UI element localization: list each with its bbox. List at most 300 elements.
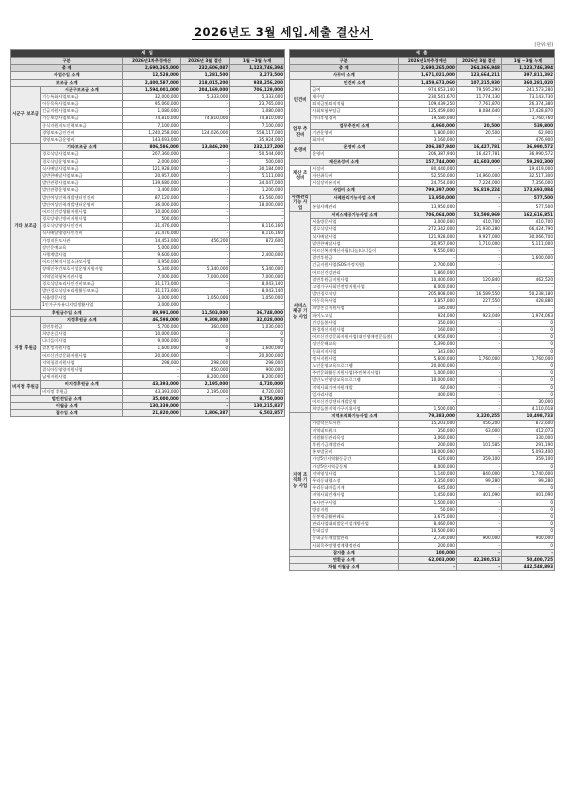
- row-value: 5,111,000: [230, 173, 285, 180]
- table-row: [290, 248, 555, 255]
- row-value: 3,857,000: [398, 298, 456, 305]
- row-label: 총 계: [11, 65, 123, 72]
- row-value: 0: [180, 338, 229, 345]
- row-group: 서비스 제공 기능 사업: [290, 212, 311, 413]
- row-label: 기능특화사업보조금: [41, 93, 123, 100]
- row-value: 1,050,000: [180, 295, 229, 302]
- row-value: 1,123,746,394: [230, 65, 285, 72]
- row-label: 차월 이월금 소계: [290, 564, 399, 571]
- row-value: 10,000,000: [123, 331, 181, 338]
- row-label: 시행계발사업: [41, 252, 123, 259]
- table-row: [11, 331, 285, 338]
- row-label: 결연후원금지원사업: [311, 276, 398, 283]
- table-row: [11, 288, 285, 295]
- row-value: 8,043,140: [230, 280, 285, 287]
- row-value: 10,500,000: [398, 528, 456, 535]
- row-group: 지역 조직화 기능 사업: [290, 413, 311, 550]
- table-row: [290, 370, 555, 377]
- row-value: 0: [501, 499, 554, 506]
- table-row: [11, 158, 285, 165]
- row-value: 100,000: [398, 549, 456, 556]
- row-value: 500,000: [123, 216, 181, 223]
- row-label: 기타후생경비: [311, 115, 398, 122]
- row-value: -: [456, 549, 501, 556]
- table-row: [11, 201, 285, 208]
- table-row: [290, 165, 555, 172]
- row-value: 99,280: [456, 478, 501, 485]
- row-value: 14,453,000: [123, 237, 181, 244]
- table-row: [290, 312, 555, 319]
- row-value: 31,476,000: [123, 223, 181, 230]
- row-value: 60,000: [398, 384, 456, 391]
- row-value: 125,459,000: [398, 108, 456, 115]
- row-label: 주민문화활동지원사업(주민복지사업): [311, 370, 398, 377]
- row-value: 241,573,280: [501, 86, 554, 93]
- row-value: 200,000: [398, 442, 456, 449]
- row-value: 456,200: [456, 420, 501, 427]
- row-value: 8,200,000: [180, 374, 229, 381]
- table-row: [290, 108, 555, 115]
- row-value: 0: [180, 345, 229, 352]
- row-value: 185,000: [398, 305, 456, 312]
- row-value: 5,333,000: [180, 93, 229, 100]
- row-label: 지원활동관리육성: [311, 434, 398, 441]
- row-label: 급여: [311, 86, 398, 93]
- row-value: 0: [230, 331, 285, 338]
- row-value: 21,930,280: [456, 226, 501, 233]
- row-value: -: [456, 262, 501, 269]
- row-value: 706,064,000: [398, 212, 456, 219]
- table-row: [290, 355, 555, 362]
- row-value: 450,000: [180, 367, 229, 374]
- row-value: 2,400,000: [230, 252, 285, 259]
- table-row: [290, 413, 555, 420]
- row-value: 2,700,000: [398, 262, 456, 269]
- row-value: 272,342,000: [398, 226, 456, 233]
- table-row: [290, 377, 555, 384]
- row-value: 32,000,000: [123, 93, 181, 100]
- row-value: 0: [501, 384, 554, 391]
- row-value: 74,810,000: [123, 115, 181, 122]
- row-value: 21,820,000: [123, 410, 181, 417]
- table-row: [11, 338, 285, 345]
- row-value: 20,957,000: [123, 173, 181, 180]
- row-value: 2,000,000: [123, 158, 181, 165]
- row-label: 밑반찬배달사업보조금: [41, 173, 123, 180]
- row-label: 보조금 소계: [11, 79, 123, 86]
- row-value: -: [456, 521, 501, 528]
- table-row: [11, 137, 285, 144]
- row-label: 어르신건강문화지원사업(대인생애전문돌봄): [311, 334, 398, 341]
- row-value: 8,043,140: [230, 288, 285, 295]
- row-label: 지정후원금 소계: [41, 316, 123, 323]
- column-header: 1월 ~3월 누계: [501, 58, 554, 65]
- row-value: 0: [501, 377, 554, 384]
- row-value: 442,548,893: [501, 564, 554, 571]
- row-value: 4,960,000: [398, 122, 456, 129]
- table-row: [290, 269, 555, 276]
- row-value: 558,117,000: [230, 129, 285, 136]
- row-value: 32,517,300: [501, 173, 554, 180]
- row-value: 79,383,000: [398, 413, 456, 420]
- expense-section-header: [290, 50, 555, 58]
- row-value: 43,560,000: [230, 194, 285, 201]
- table-row: [290, 65, 555, 72]
- row-value: -: [456, 348, 501, 355]
- row-label: 결연후원금: [41, 323, 123, 330]
- income-table-container: [10, 49, 285, 417]
- column-header: 구분: [11, 58, 123, 65]
- row-label: 지역조직화기능사업 소계: [311, 413, 398, 420]
- row-value: -: [180, 158, 229, 165]
- row-value: 6,502,857: [230, 410, 285, 417]
- table-row: [290, 384, 555, 391]
- row-value: 401,090: [501, 492, 554, 499]
- row-value: 41,603,000: [456, 158, 501, 165]
- row-value: -: [456, 115, 501, 122]
- row-label: 지역사회기여자원개발: [311, 384, 398, 391]
- row-value: 13,846,200: [180, 144, 229, 151]
- table-row: [11, 244, 285, 251]
- row-value: 79,595,290: [456, 86, 501, 93]
- row-value: 2,690,265,000: [398, 65, 456, 72]
- row-value: 1,710,000: [456, 240, 501, 247]
- row-value: 20,957,000: [398, 240, 456, 247]
- table-row: [290, 319, 555, 326]
- row-label: 서비스제공기능사업 소계: [311, 212, 398, 219]
- table-row: [290, 173, 555, 180]
- table-row: [11, 316, 285, 323]
- row-label: 희망돌봄지역가구키위사업: [311, 406, 398, 413]
- row-value: 31,476,000: [123, 230, 181, 237]
- row-group: 업무 추진비: [290, 122, 311, 144]
- row-label: 잡수입 소계: [11, 410, 123, 417]
- row-value: 0: [501, 327, 554, 334]
- row-value: 16,427,781: [456, 144, 501, 151]
- row-value: 8,200,000: [230, 374, 285, 381]
- row-value: 50,238,180: [501, 291, 554, 298]
- unit-label: [단위:원]: [534, 43, 553, 48]
- row-value: 2,400,587,000: [123, 79, 181, 86]
- table-row: [11, 345, 285, 352]
- row-value: 109,439,250: [398, 101, 456, 108]
- row-value: 218,015,200: [180, 79, 229, 86]
- row-value: -: [501, 248, 554, 255]
- row-label: 가람작은도서관: [311, 420, 398, 427]
- table-row: [11, 230, 285, 237]
- row-value: 73,143,730: [501, 93, 554, 100]
- row-label: 재산조성비 소계: [290, 158, 399, 165]
- table-row: [11, 295, 285, 302]
- row-label: 경영보조금인건비: [41, 129, 123, 136]
- row-label: 발안여성인력개발센터운영비: [41, 201, 123, 208]
- row-label: 중식지원지도인력보조금: [41, 122, 123, 129]
- table-row: [290, 233, 555, 240]
- row-value: 7,000,000: [230, 273, 285, 280]
- row-label: 동네공동개발발관리: [311, 535, 398, 542]
- row-label: 밑반찬배달사업: [311, 240, 398, 247]
- table-row: [290, 151, 555, 158]
- row-value: 204,169,000: [180, 86, 229, 93]
- row-value: 456,200: [180, 237, 229, 244]
- table-row: [290, 521, 555, 528]
- row-label: 정서지원사업: [311, 355, 398, 362]
- row-value: -: [456, 363, 501, 370]
- row-value: 1,140,000: [398, 470, 456, 477]
- row-label: 서울방문사업: [41, 295, 123, 302]
- row-value: -: [180, 194, 229, 201]
- row-value: 10,000,000: [398, 377, 456, 384]
- row-value: -: [180, 187, 229, 194]
- row-label: 기관운영비: [311, 129, 398, 136]
- row-group: 기타 보조금: [11, 144, 41, 309]
- row-label: 경로식당사업보조금: [41, 151, 123, 158]
- row-value: 3,060,000: [398, 434, 456, 441]
- row-value: 350,000: [398, 319, 456, 326]
- table-row: [290, 348, 555, 355]
- row-label: 후원금수입 소계: [11, 309, 123, 316]
- table-row: [290, 122, 555, 129]
- row-value: 360,000: [180, 323, 229, 330]
- row-value: 19,419,000: [501, 165, 554, 172]
- table-row: [290, 513, 555, 520]
- row-value: 298,000: [123, 359, 181, 366]
- row-value: 3,273,500: [230, 72, 285, 79]
- row-value: -: [501, 262, 554, 269]
- table-row: [290, 449, 555, 456]
- row-value: 162,616,851: [501, 212, 554, 219]
- table-row: [290, 101, 555, 108]
- row-value: 62,003,000: [398, 557, 456, 564]
- row-label: 납세지원사업: [41, 374, 123, 381]
- row-value: 397,811,392: [501, 72, 554, 79]
- row-value: 4,950,000: [123, 259, 181, 266]
- column-header: 2026년 3월 결산: [456, 58, 501, 65]
- row-label: 경로식당영양사인건비: [41, 223, 123, 230]
- row-value: 8,084,640: [456, 108, 501, 115]
- row-label: 인건비 소계: [311, 79, 398, 86]
- table-row: [11, 273, 285, 280]
- row-value: 900,000: [501, 535, 554, 542]
- row-value: 5,340,000: [230, 266, 285, 273]
- row-value: 5,093,400: [501, 449, 554, 456]
- row-label: 발안노인영양교육프로그램: [311, 377, 398, 384]
- row-label: 경로식당조리사인건비보조금: [41, 280, 123, 287]
- row-label: 1인가구자유디지털생활사업: [41, 302, 123, 309]
- row-value: 9,927,000: [456, 233, 501, 240]
- row-value: 3,000,000: [123, 295, 181, 302]
- row-value: 1,240,258,000: [123, 129, 181, 136]
- row-value: -: [180, 151, 229, 158]
- row-value: 18,000,000: [230, 201, 285, 208]
- row-value: 410,700: [456, 219, 501, 226]
- row-value: 62,900: [501, 129, 554, 136]
- table-row: [290, 72, 555, 79]
- table-row: [290, 506, 555, 513]
- row-value: 63,000: [456, 427, 501, 434]
- row-value: 16,589,550: [456, 291, 501, 298]
- row-value: 298,000: [230, 359, 285, 366]
- row-value: -: [180, 288, 229, 295]
- row-value: -: [180, 403, 229, 410]
- row-value: 872,600: [501, 420, 554, 427]
- row-label: 노인운영교육프로그램: [311, 363, 398, 370]
- row-value: 43,393,000: [123, 388, 181, 395]
- table-row: [290, 180, 555, 187]
- row-label: 가장5단지역공동체: [311, 463, 398, 470]
- row-label: 어르신복지시설소규모사업: [41, 259, 123, 266]
- table-row: [290, 398, 555, 405]
- row-value: 34,047,000: [230, 180, 285, 187]
- table-row: [290, 528, 555, 535]
- table-row: [11, 302, 285, 309]
- row-value: -: [456, 406, 501, 413]
- row-value: 206,387,940: [398, 151, 456, 158]
- table-row: [290, 420, 555, 427]
- row-label: 지역영성사업: [311, 470, 398, 477]
- table-row: [290, 212, 555, 219]
- row-value: 1,974,063: [501, 312, 554, 319]
- row-value: 13,950,000: [398, 203, 456, 212]
- row-value: 74,810,000: [230, 115, 285, 122]
- row-label: 업무추진비 소계: [311, 122, 398, 129]
- row-value: 1,800,000: [398, 129, 456, 136]
- row-label: 가정직은도사관: [41, 237, 123, 244]
- row-value: 200,000: [398, 542, 456, 549]
- row-value: 4,720,000: [230, 388, 285, 395]
- row-value: -: [180, 223, 229, 230]
- row-value: 36,000,000: [123, 201, 181, 208]
- row-value: 36,748,000: [230, 309, 285, 316]
- row-label: 사업비 소계: [290, 187, 399, 194]
- row-value: 207,360,000: [123, 151, 181, 158]
- row-value: -: [456, 370, 501, 377]
- row-label: 이동목욕사업보조금: [41, 101, 123, 108]
- row-value: 500,000: [230, 158, 285, 165]
- row-value: 0: [501, 506, 554, 513]
- row-label: 사업수입 소계: [11, 72, 123, 79]
- row-label: 우리동네헬스장: [311, 478, 398, 485]
- table-row: [11, 180, 285, 187]
- row-value: 5,000,000: [123, 244, 181, 251]
- table-row: [11, 374, 285, 381]
- row-value: 80,440,000: [398, 165, 456, 172]
- row-value: 32,028,000: [230, 316, 285, 323]
- table-row: [11, 173, 285, 180]
- row-label: 어르신건강관리: [311, 269, 398, 276]
- table-row: [290, 187, 555, 194]
- row-value: 806,586,000: [123, 144, 181, 151]
- row-label: 경로식당운영보조금: [41, 158, 123, 165]
- row-label: 홍보발굴비: [311, 449, 398, 456]
- row-value: -: [501, 283, 554, 290]
- table-row: [11, 237, 285, 244]
- row-value: 645,000: [398, 485, 456, 492]
- row-value: 1,123,746,394: [501, 65, 554, 72]
- row-value: 4,950,000: [398, 334, 456, 341]
- row-label: 기능보강사업보조금: [41, 115, 123, 122]
- row-label: 후원기금개발관리: [311, 442, 398, 449]
- row-value: 35,924,000: [230, 137, 285, 144]
- row-label: 사회보험부담금: [311, 108, 398, 115]
- table-row: [11, 208, 285, 215]
- table-row: [11, 395, 285, 402]
- row-label: 비지정후원금 소계: [41, 381, 123, 388]
- row-value: -: [456, 319, 501, 326]
- row-value: 0: [501, 341, 554, 348]
- row-value: 577,500: [501, 203, 554, 212]
- row-value: 1,671,021,000: [398, 72, 456, 79]
- row-label: 경로당냉난방비지원사업: [41, 216, 123, 223]
- row-value: -: [180, 395, 229, 402]
- row-value: -: [398, 398, 456, 405]
- row-value: 3,220,255: [456, 413, 501, 420]
- row-value: -: [123, 374, 181, 381]
- row-value: -: [456, 248, 501, 255]
- row-value: 16,427,781: [456, 151, 501, 158]
- row-label: 시설장비유지비: [311, 180, 398, 187]
- row-value: 3,000,000: [123, 302, 181, 309]
- table-row: [290, 478, 555, 485]
- row-value: -: [456, 391, 501, 398]
- row-value: 900,000: [456, 535, 501, 542]
- row-value: 872,600: [230, 237, 285, 244]
- row-label: 결연후원금: [311, 255, 398, 262]
- row-group: 시군구 보조금: [11, 86, 41, 144]
- row-label: 퇴직금및퇴직적립: [311, 101, 398, 108]
- row-label: 사회목주망행정계행정관리: [311, 542, 398, 549]
- row-label: 지역밀착형복지관사업: [41, 273, 123, 280]
- row-value: -: [180, 252, 229, 259]
- table-row: [11, 403, 285, 410]
- row-value: 799,397,000: [398, 187, 456, 194]
- table-row: [290, 327, 555, 334]
- row-label: 지역네트워크: [311, 427, 398, 434]
- row-label: 어르신건강생활지원사업: [41, 208, 123, 215]
- row-label: 시설비: [311, 165, 398, 172]
- row-value: -: [180, 201, 229, 208]
- row-label: 총 계: [290, 65, 399, 72]
- row-value: -: [180, 244, 229, 251]
- row-value: 1,500,000: [398, 406, 456, 413]
- row-value: 30,066,700: [501, 233, 554, 240]
- row-value: 3,160,000: [398, 137, 456, 144]
- row-value: 7,000,000: [180, 273, 229, 280]
- row-label: 이동목욕사업: [311, 298, 398, 305]
- row-value: 1,740,000: [501, 470, 554, 477]
- row-value: 232,606,087: [180, 65, 229, 72]
- table-row: [290, 442, 555, 449]
- row-value: 0: [501, 485, 554, 492]
- column-header: 구분: [290, 58, 399, 65]
- table-row: [11, 115, 285, 122]
- row-label: 지역청결지원사업: [41, 359, 123, 366]
- row-value: -: [180, 280, 229, 287]
- row-value: -: [180, 180, 229, 187]
- row-value: 938,256,200: [230, 79, 285, 86]
- row-value: -: [456, 463, 501, 470]
- row-value: 1,000,000: [398, 370, 456, 377]
- row-value: 121,928,000: [123, 165, 181, 172]
- row-value: -: [456, 334, 501, 341]
- row-value: -: [180, 352, 229, 359]
- row-value: 291,190: [501, 442, 554, 449]
- row-value: 1,760,000: [456, 355, 501, 362]
- row-value: -: [456, 203, 501, 212]
- row-value: 206,387,940: [398, 144, 456, 151]
- table-row: [290, 334, 555, 341]
- table-row: [11, 165, 285, 172]
